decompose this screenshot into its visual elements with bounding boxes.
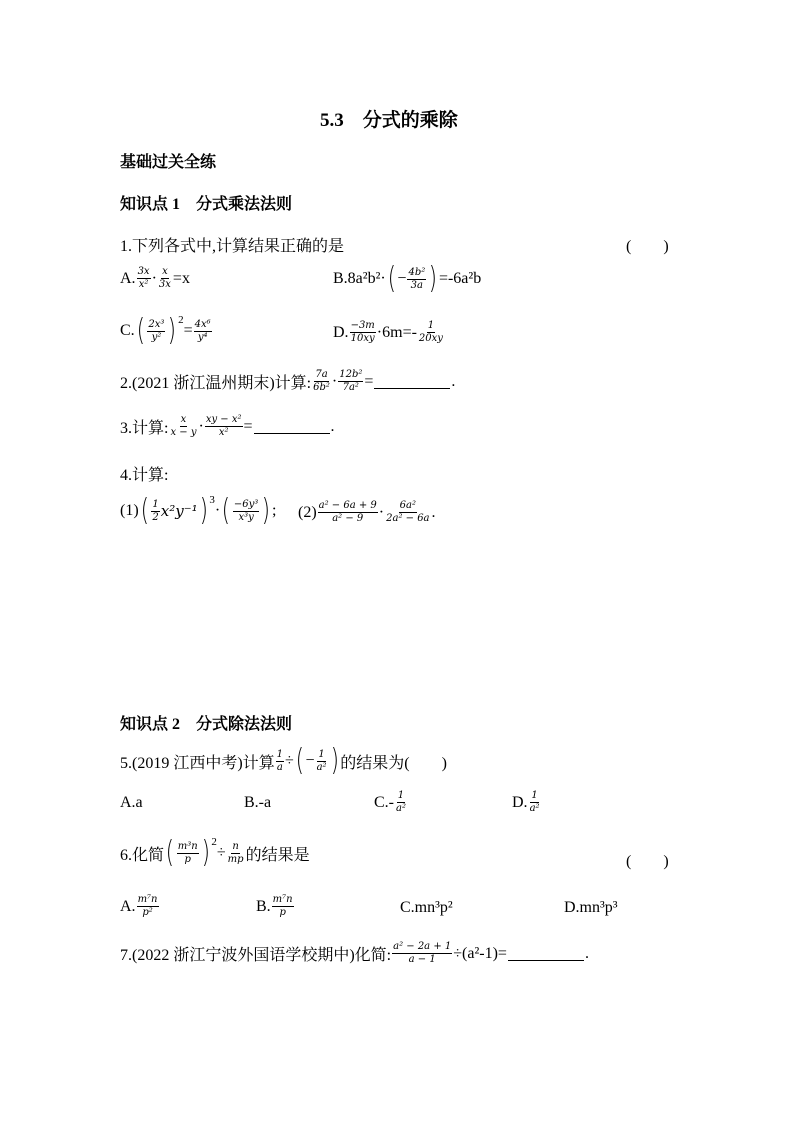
fraction: $\frac{1}{\text{a²}}$ <box>529 790 540 814</box>
question-1-answer-bracket[interactable]: ( ) <box>626 238 669 255</box>
fraction: $\frac{\text{4x⁶}}{\text{y⁴}}$ <box>194 318 211 343</box>
question-4-stem: 4.计算: <box>120 467 169 484</box>
question-4-part-2: (2) $\frac{\text{a² − 6a + 9}}{\text{a² − 9}}$ · $\frac{\text{6a²}}{\text{2a² − 6a}}$ . <box>298 500 436 524</box>
fraction: $\frac{3x}{\text{x²}}$ <box>137 266 150 290</box>
fraction: $\frac{\text{a² − 6a + 9}}{\text{a² − 9}}$ <box>318 500 377 524</box>
question-1-stem: 1.下列各式中,计算结果正确的是 <box>120 238 345 255</box>
question-1-option-a[interactable]: A. $\frac{3x}{\text{x²}}$ · $\frac{x}{3x}$ =x <box>120 266 190 290</box>
fraction: $\frac{\text{m⁷n}}{\text{p²}}$ <box>137 894 158 918</box>
question-1-option-c[interactable]: C. ( $\frac{\text{2x³}}{\text{y²}}$ ) 2 = $\frac{\text{4x⁶}}{\text{y⁴}}$ <box>120 313 211 348</box>
question-5: 5.(2019 江西中考)计算 $\frac{1}{a}$ ÷ ( − $\frac{1}{\text{a²}}$ ) 的结果为( ) <box>120 743 447 778</box>
fraction: $\frac{1}{2}$ <box>152 498 159 523</box>
question-6-answer-bracket[interactable]: ( ) <box>626 853 669 870</box>
fraction: $\frac{\text{m³n}}{p}$ <box>177 840 198 865</box>
fraction: $\frac{x}{x - y}$ <box>170 414 197 438</box>
question-5-option-c[interactable]: C.- $\frac{1}{\text{a²}}$ <box>374 790 406 814</box>
knowledge-point-1: 知识点 1 分式乘法法则 <box>120 196 293 213</box>
question-4-part-1: (1) ( $\frac{1}{2}$ x²y⁻¹ ) 3 · ( $\frac{\text{−6y³}}{\text{x³y}}$ ) ; <box>120 493 277 528</box>
question-6-option-a[interactable]: A. $\frac{\text{m⁷n}}{\text{p²}}$ <box>120 894 158 918</box>
fraction: $\frac{\text{xy − x²}}{\text{x²}}$ <box>205 414 242 438</box>
question-6: 6.化简 ( $\frac{\text{m³n}}{p}$ ) 2 ÷ $\frac{n}{mp}$ 的结果是 <box>120 835 310 870</box>
fraction: $\frac{\text{m⁷n}}{p}$ <box>272 894 293 918</box>
fraction: $\frac{\text{2x³}}{\text{y²}}$ <box>148 318 165 343</box>
fraction: $\frac{x}{3x}$ <box>158 266 171 290</box>
question-5-option-d[interactable]: D. $\frac{1}{\text{a²}}$ <box>512 790 540 814</box>
question-5-option-b[interactable]: B.-a <box>244 794 272 811</box>
fraction: $\frac{n}{mp}$ <box>227 840 244 865</box>
question-6-option-c[interactable]: C.mn³p² <box>400 899 453 916</box>
fraction: $\frac{\text{6a²}}{\text{2a² − 6a}}$ <box>386 500 430 524</box>
section-heading: 基础过关全练 <box>120 154 217 171</box>
fraction: $\frac{1}{a}$ <box>276 748 284 773</box>
fraction: $\frac{\text{−6y³}}{\text{x³y}}$ <box>233 498 259 523</box>
knowledge-point-2: 知识点 2 分式除法法则 <box>120 716 293 733</box>
fraction: $\frac{1}{20xy}$ <box>418 320 443 344</box>
fraction: $\frac{1}{\text{a²}}$ <box>396 790 406 814</box>
fraction: $\frac{1}{\text{a²}}$ <box>316 748 327 773</box>
fraction: $\frac{\text{a² − 2a + 1}}{a - 1}$ <box>393 941 452 965</box>
question-3: 3.计算: $\frac{x}{x - y}$ · $\frac{\text{xy − x²}}{\text{x²}}$ = . <box>120 414 335 438</box>
fraction: $\frac{\text{12b²}}{\text{7a²}}$ <box>339 369 363 393</box>
question-2-answer-blank[interactable] <box>374 374 450 389</box>
question-5-answer-bracket[interactable]: 的结果为( ) <box>340 754 447 772</box>
question-7: 7.(2022 浙江宁波外国语学校期中)化简: $\frac{\text{a² − 2a + 1}}{a - 1}$ ÷(a²-1)= . <box>120 941 589 965</box>
question-6-option-d[interactable]: D.mn³p³ <box>564 899 618 916</box>
question-5-option-a[interactable]: A.a <box>120 794 143 811</box>
page-title: 5.3 分式的乘除 <box>320 110 458 131</box>
fraction: $\frac{-3m}{10xy}$ <box>350 320 375 344</box>
question-2: 2.(2021 浙江温州期末)计算: $\frac{7a}{\text{6b²}}$ · $\frac{\text{12b²}}{\text{7a²}}$ = . <box>120 369 456 393</box>
question-6-option-b[interactable]: B. $\frac{\text{m⁷n}}{p}$ <box>256 894 293 918</box>
question-7-answer-blank[interactable] <box>508 946 584 961</box>
fraction: $\frac{7a}{\text{6b²}}$ <box>313 369 330 393</box>
question-1-option-b[interactable]: B.8a²b²· ( − $\frac{\text{4b²}}{3a}$ ) =-6a²b <box>333 261 482 296</box>
question-3-answer-blank[interactable] <box>254 419 330 434</box>
question-1-option-d[interactable]: D. $\frac{-3m}{10xy}$ ·6m=- $\frac{1}{20xy}$ <box>333 320 443 344</box>
fraction: $\frac{\text{4b²}}{3a}$ <box>408 266 426 291</box>
